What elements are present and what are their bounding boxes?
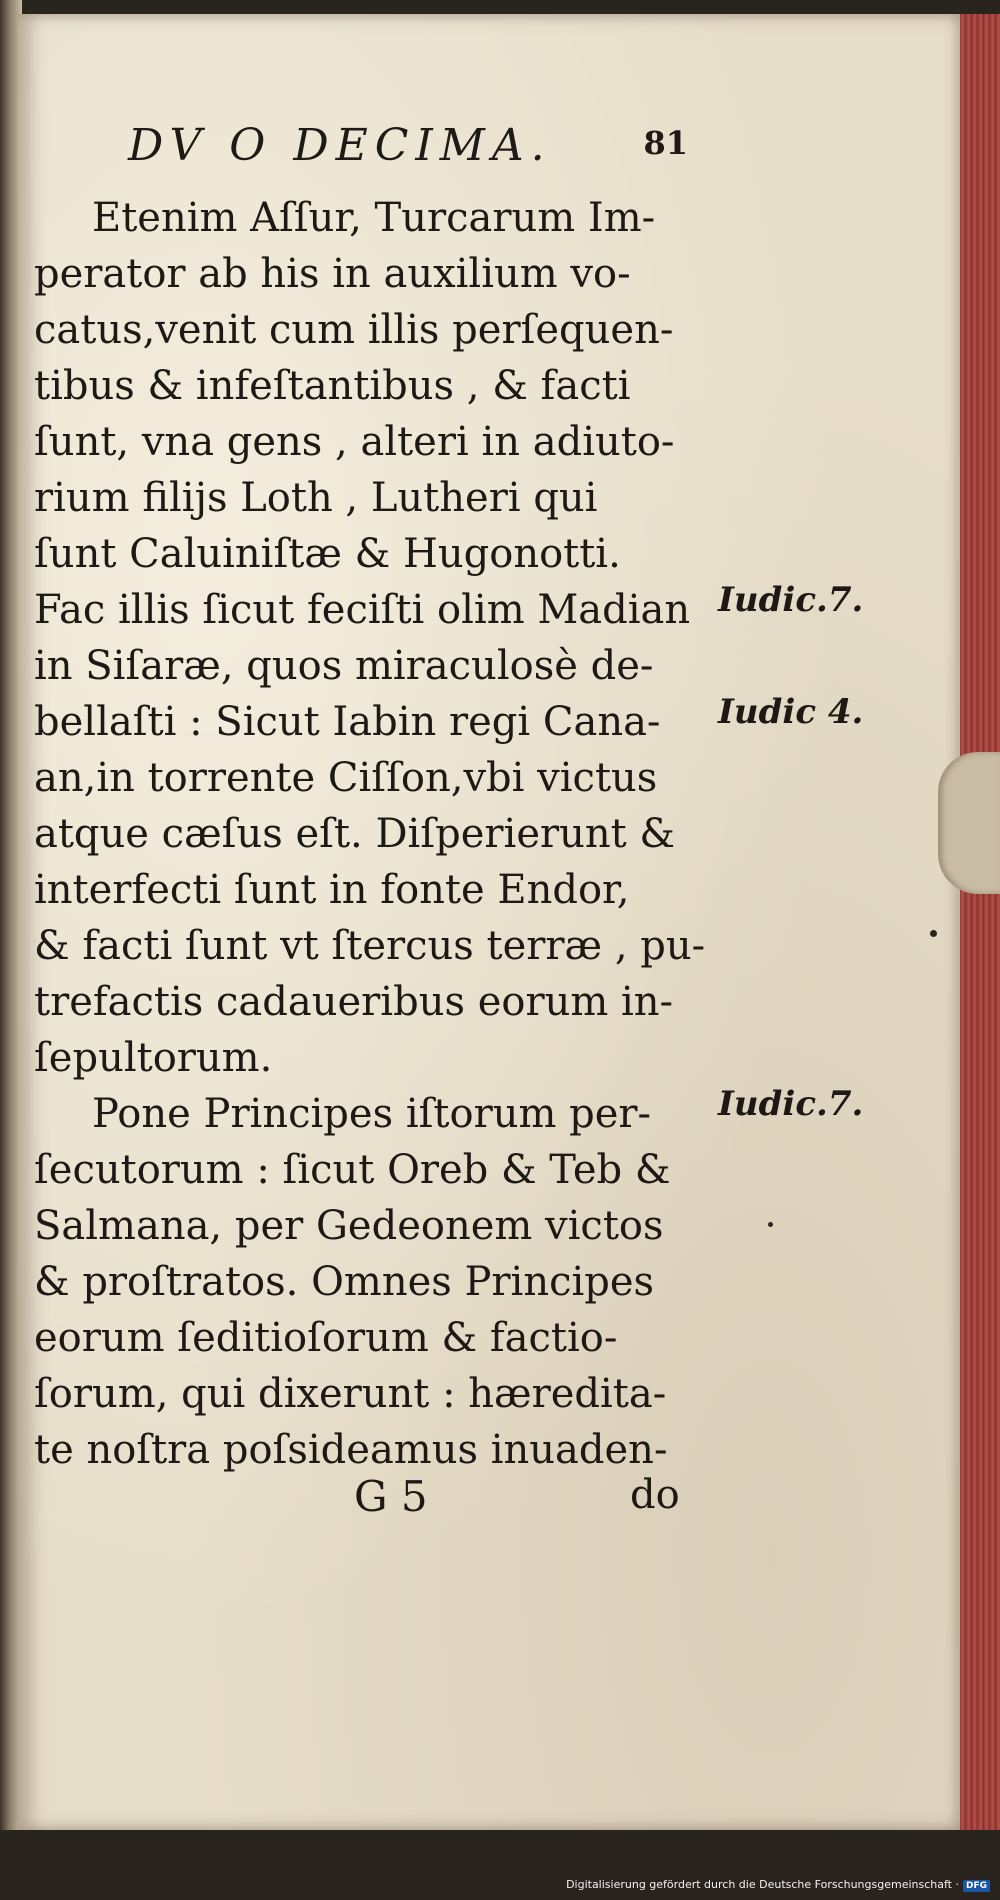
- text-line: tibus & infeſtantibus , & facti: [34, 363, 631, 409]
- running-title: DV O DECIMA.: [128, 120, 552, 171]
- text-line: bellaſti : Sicut Iabin regi Cana-: [34, 699, 661, 745]
- dfg-logo: DFG: [963, 1880, 990, 1892]
- text-line: ſunt, vna gens , alteri in adiuto-: [34, 419, 675, 465]
- digitization-credit: [566, 1878, 990, 1892]
- text-line: atque cæſus eſt. Diſperierunt &: [34, 811, 676, 857]
- text-line: eorum ſeditioſorum & factio-: [34, 1315, 618, 1361]
- text-line: interfecti ſunt in fonte Endor,: [34, 867, 630, 913]
- main-text-block: [34, 190, 704, 1478]
- marginal-note: Iudic.7.: [718, 580, 864, 620]
- text-line: Pone Principes iſtorum per-: [92, 1091, 652, 1137]
- text-line: ſorum, qui dixerunt : hæredita-: [34, 1371, 667, 1417]
- page-number: 81: [643, 124, 688, 162]
- page-tab: [938, 752, 1000, 894]
- signature-mark: G 5: [354, 1472, 428, 1521]
- text-line: Salmana, per Gedeonem victos: [34, 1203, 664, 1249]
- text-line: & facti ſunt vt ſtercus terræ , pu-: [34, 923, 706, 969]
- text-line: in Siſaræ, quos miraculosè de-: [34, 643, 654, 689]
- text-line: trefactis cadaueribus eorum in-: [34, 979, 674, 1025]
- text-line: an,in torrente Ciſſon,vbi victus: [34, 755, 658, 801]
- credit-text: Digitalisierung gefördert durch die Deutsche Forschungsgemeinschaft ·: [566, 1878, 959, 1891]
- text-line: Etenim Aſſur, Turcarum Im-: [92, 195, 656, 241]
- text-line: perator ab his in auxilium vo-: [34, 251, 631, 297]
- text-line: ſunt Caluiniſtæ & Hugonotti.: [34, 531, 621, 577]
- text-line: & proſtratos. Omnes Principes: [34, 1259, 655, 1305]
- running-header: [128, 120, 688, 180]
- text-line: te noſtra poſsideamus inuaden-: [34, 1427, 668, 1473]
- text-line: Fac illis ſicut feciſti olim Madian: [34, 587, 691, 633]
- text-line: catus,venit cum illis perſequen-: [34, 307, 674, 353]
- page-edge-red: [960, 14, 1000, 1830]
- ink-speck: [930, 930, 937, 937]
- text-line: ſecutorum : ſicut Oreb & Teb &: [34, 1147, 671, 1193]
- catchword: do: [630, 1472, 680, 1518]
- marginal-note: Iudic.7.: [718, 1084, 864, 1124]
- marginal-note: Iudic 4.: [718, 692, 864, 732]
- text-line: ſepultorum.: [34, 1035, 273, 1081]
- text-line: rium filijs Loth , Lutheri qui: [34, 475, 598, 521]
- ink-speck: [768, 1222, 773, 1227]
